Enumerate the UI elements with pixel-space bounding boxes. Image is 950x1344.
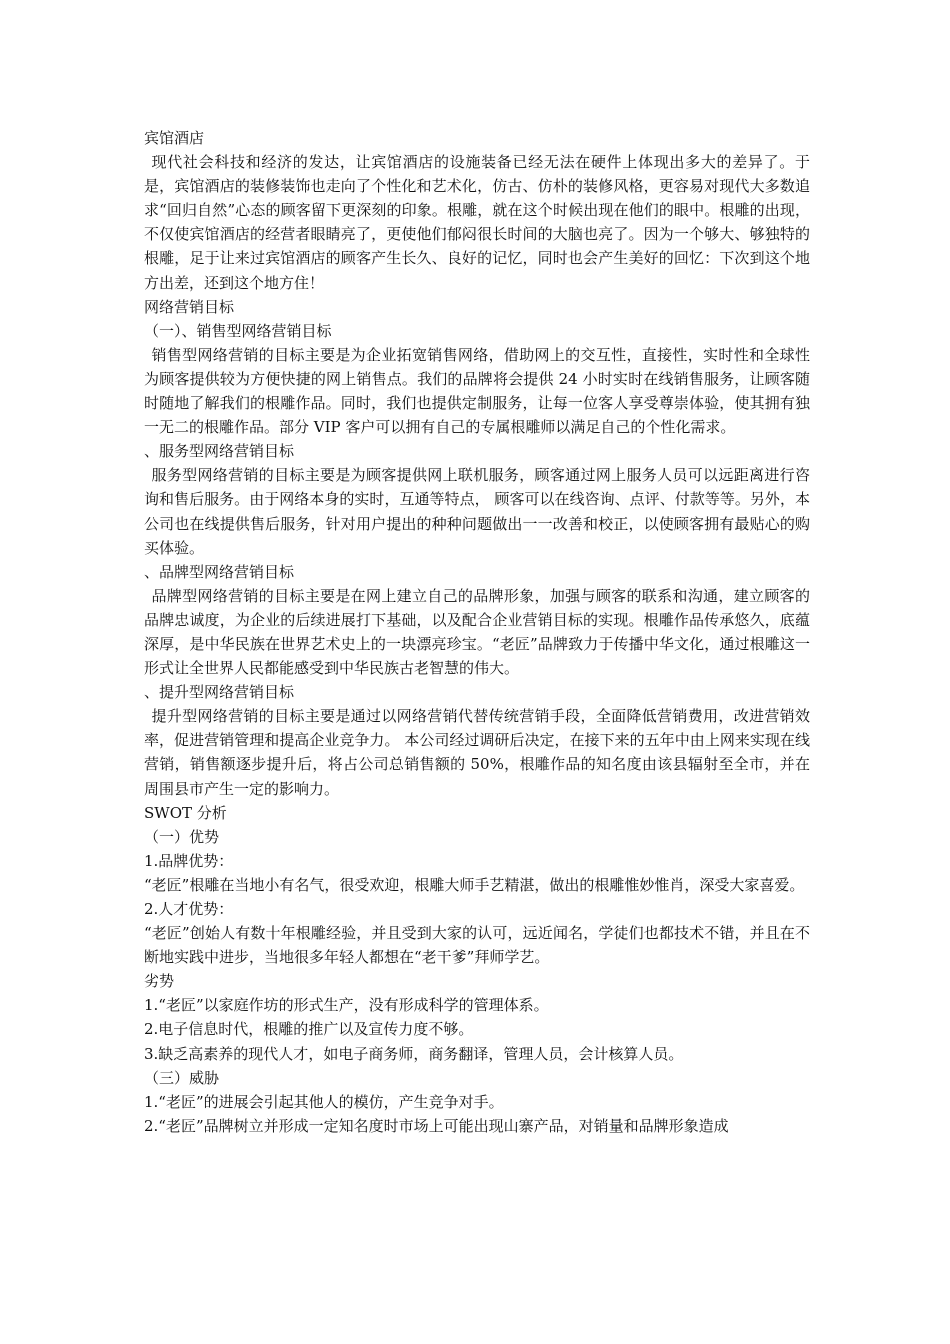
list-item-threat-1: 1.“老匠”的进展会引起其他人的模仿，产生竞争对手。 [144, 1092, 504, 1111]
list-item-weakness-1: 1.“老匠”以家庭作坊的形式生产，没有形成科学的管理体系。 [144, 996, 549, 1015]
list-item-weakness-2: 2.电子信息时代，根雕的推广以及宣传力度不够。 [144, 1020, 474, 1039]
list-item-threat-2: 2.“老匠”品牌树立并形成一定知名度时市场上可能出现山寨产品，对销量和品牌形象造成 [144, 1116, 729, 1135]
subheading-brand-goal: 、品牌型网络营销目标 [144, 562, 295, 581]
list-item-brand-strength: 1.品牌优势： [144, 851, 234, 870]
paragraph-brand-strength: “老匠”根雕在当地小有名气，很受欢迎，根雕大师手艺精湛，做出的根雕惟妙惟肖，深受大家喜爱。 [144, 875, 805, 894]
paragraph-sales-goal: 销售型网络营销的目标主要是为企业拓宽销售网络，借助网上的交互性，直接性，实时性和全球性为顾客提供较为方便快捷的网上销售点。我们的品牌将会提供 24 小时实时在线销售服务，让顾客随时随地了解我们的根雕作品。同时，我们也提供定制服务，让每一位客人享受尊崇体验，使其拥有独一无二的根雕作品。部分 VIP 客户可以拥有自己的专属根雕师以满足自己的个性化需求。 [144, 345, 810, 437]
paragraph-brand-goal: 品牌型网络营销的目标主要是在网上建立自己的品牌形象，加强与顾客的联系和沟通，建立顾客的品牌忠诚度，为企业的后续进展打下基础，以及配合企业营销目标的实现。根雕作品传承悠久，底蕴深厚，是中华民族在世界艺术史上的一块漂亮珍宝。“老匠”品牌致力于传播中华文化，通过根雕这一形式让全世界人民都能感受到中华民族古老智慧的伟大。 [144, 586, 810, 678]
section-heading-marketing-goals: 网络营销目标 [144, 297, 235, 316]
paragraph-hotel: 现代社会科技和经济的发达，让宾馆酒店的设施装备已经无法在硬件上体现出多大的差异了。于是，宾馆酒店的装修装饰也走向了个性化和艺术化，仿古、仿朴的装修风格，更容易对现代大多数追求“回归自然”心态的顾客留下更深刻的印象。根雕，就在这个时候出现在他们的眼中。根雕的出现，不仅使宾馆酒店的经营者眼睛亮了，更使他们郁闷很长时间的大脑也亮了。因为一个够大、够独特的根雕，足于让来过宾馆酒店的顾客产生长久、良好的记忆，同时也会产生美好的回忆：下次到这个地方出差，还到这个地方住！ [144, 153, 810, 292]
paragraph-talent-strength: “老匠”创始人有数十年根雕经验，并且受到大家的认可，远近闻名，学徒们也都技术不错，并且在不断地实践中进步，当地很多年轻人都想在“老干爹”拜师学艺。 [144, 924, 810, 967]
subheading-strengths: （一）优势 [144, 827, 220, 846]
list-item-weakness-3: 3.缺乏高素养的现代人才，如电子商务师，商务翻译，管理人员，会计核算人员。 [144, 1044, 684, 1063]
list-item-talent-strength: 2.人才优势： [144, 900, 234, 918]
subheading-weaknesses: 劣势 [144, 972, 175, 991]
section-heading-swot: SWOT 分析 [144, 803, 227, 822]
section-heading-hotel: 宾馆酒店 [144, 129, 205, 147]
document-page [144, 126, 810, 1138]
subheading-sales-goal: （一）、销售型网络营销目标 [144, 321, 332, 340]
paragraph-promotion-goal: 提升型网络营销的目标主要是通过以网络营销代替传统营销手段，全面降低营销费用，改进营销效率，促进营销管理和提高企业竞争力。 本公司经过调研后决定，在接下来的五年中由上网来实现在线营销，销售额逐步提升后，将占公司总销售额的 50%，根雕作品的知名度由该县辐射至全市，并在周围县市产生一定的影响力。 [144, 707, 810, 798]
subheading-threats: （三）威胁 [144, 1068, 220, 1087]
paragraph-service-goal: 服务型网络营销的目标主要是为顾客提供网上联机服务，顾客通过网上服务人员可以远距离进行咨询和售后服务。由于网络本身的实时，互通等特点， 顾客可以在线咨询、点评、付款等等。另外，本公司也在线提供售后服务，针对用户提出的种种问题做出一一改善和校正，以使顾客拥有最贴心的购买体验。 [144, 466, 810, 557]
subheading-service-goal: 、服务型网络营销目标 [144, 442, 295, 461]
subheading-promotion-goal: 、提升型网络营销目标 [144, 683, 295, 702]
